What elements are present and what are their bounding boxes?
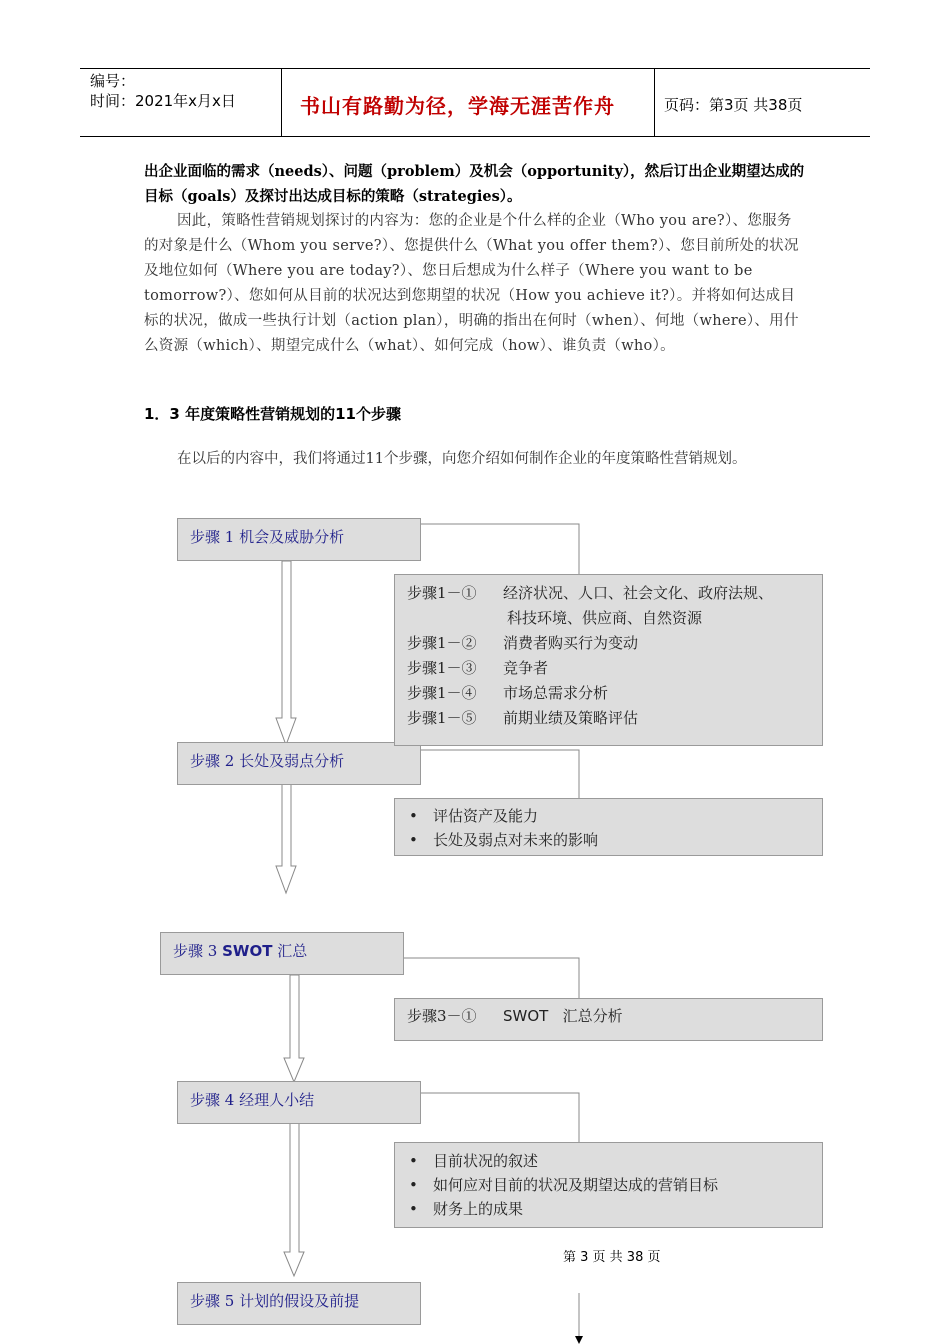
- step-2-box: 步骤 2 长处及弱点分析: [177, 742, 421, 785]
- document-date-label: 时间：2021年x月x日: [90, 92, 236, 110]
- sub4-item-3: • 财务上的成果: [409, 1200, 524, 1218]
- intro-paragraph: 因此，策略性营销规划探讨的内容为：您的企业是个什么样的企业（Who you are?）、您服务的对象是什么（Whom you serve?）、您提供什么（What you offer them?）、您目前所处的状况及地位如何（Where you are today?）、您日后想成为什么样子（Where you want to be tomorrow?）、您如何从目前的状况达到您期望的状况（How you achieve it?）。并将如何达成目标的状况，做成一些执行计划（action plan），明确的指出在何时（when）、何地（where）、用什么资源（which）、期望完成什么（what）、如何完成（how）、谁负责（who）。: [144, 213, 799, 354]
- sub4-item-2: • 如何应对目前的状况及期望达成的营销目标: [409, 1176, 719, 1194]
- step-4-box: 步骤 4 经理人小结: [177, 1081, 421, 1124]
- step-3-detail-box: [394, 998, 823, 1041]
- step-3-swot: SWOT: [222, 942, 273, 960]
- section-paragraph: 在以后的内容中，我们将通过11个步骤，向您介绍如何制作企业的年度策略性营销规划。: [177, 451, 747, 467]
- page-footer: 第 3 页 共 38 页: [563, 1250, 661, 1265]
- sub1-row-2: 步骤1－② 消费者购买行为变动: [407, 634, 639, 652]
- step-3-suffix: 汇总: [272, 942, 308, 960]
- step-1-detail-box: [394, 574, 823, 746]
- step-3-box: [160, 932, 404, 975]
- document-number-label: 编号：: [90, 72, 136, 90]
- intro-bold-paragraph: 出企业面临的需求（needs）、问题（problem）及机会（opportunity），然后订出企业期望达成的目标（goals）及探讨出达成目标的策略（strategies）。: [144, 163, 805, 205]
- step-3-prefix: 步骤 3: [173, 942, 223, 960]
- sub3-num: 步骤3－①: [407, 1007, 477, 1025]
- sub1-row-5: 步骤1－⑤ 前期业绩及策略评估: [407, 709, 639, 727]
- step-2-detail-box: [394, 798, 823, 856]
- page-number-label: 页码：第3页 共38页: [664, 96, 803, 114]
- sub1-row-4: 步骤1－④ 市场总需求分析: [407, 684, 609, 702]
- step-5-box: 步骤 5 计划的假设及前提: [177, 1282, 421, 1325]
- sub2-item-2: • 长处及弱点对未来的影响: [409, 831, 599, 849]
- step-4-detail-box: [394, 1142, 823, 1228]
- section-heading: 1．3 年度策略性营销规划的11个步骤: [144, 405, 401, 423]
- sub1-row-1-cont: 科技环境、供应商、自然资源: [507, 609, 703, 627]
- sub3-swot: SWOT: [503, 1007, 549, 1025]
- sub1-row-1: 步骤1－① 经济状况、人口、社会文化、政府法规、: [407, 584, 774, 602]
- sub4-item-1: • 目前状况的叙述: [409, 1152, 539, 1170]
- step-1-box: 步骤 1 机会及威胁分析: [177, 518, 421, 561]
- sub1-row-3: 步骤1－③ 竞争者: [407, 659, 549, 677]
- sub2-item-1: • 评估资产及能力: [409, 807, 539, 825]
- sub3-text: 汇总分析: [562, 1007, 623, 1025]
- header-motto: 书山有路勤为径，学海无涯苦作舟: [300, 94, 615, 118]
